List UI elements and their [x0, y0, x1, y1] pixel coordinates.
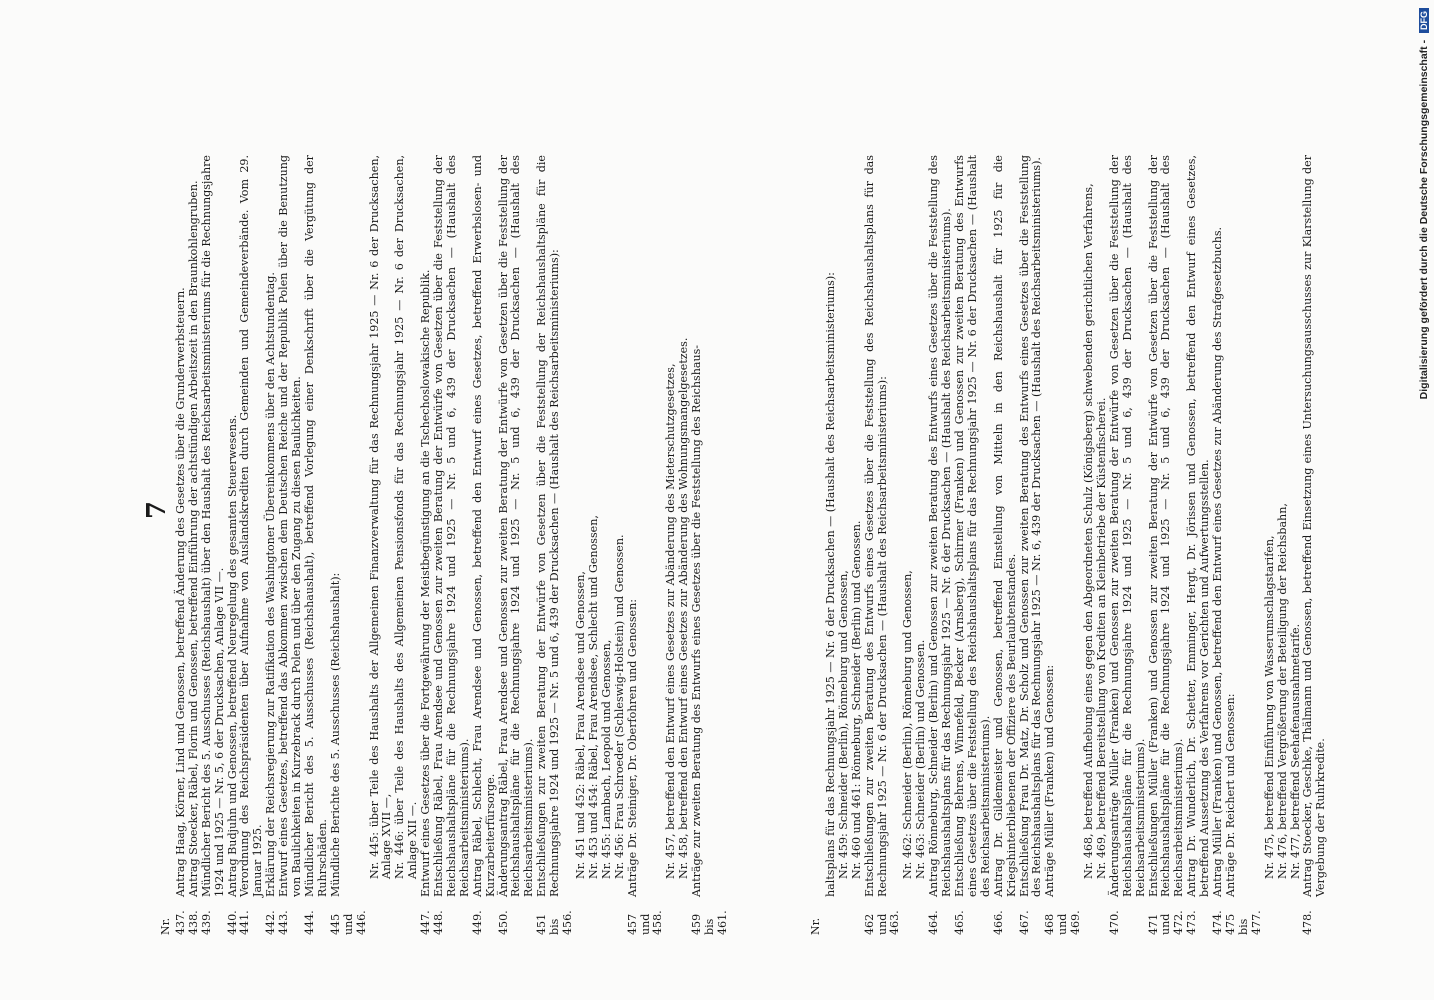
- document-entry: [1083, 155, 1096, 935]
- entry-text: Mündlicher Bericht des 5. Ausschusses (Reichshaushalt) über den Haushalt des Reichsarbeitsministeriums für die Rechnungsjahre 1924 und 1925 — Nr. 5, 6 der Drucksachen, Anlage VII —.: [199, 155, 226, 897]
- entry-text: Anträge Dr. Steiniger, Dr. Oberfohren und Genossen:: [625, 599, 639, 897]
- document-entry: [394, 155, 420, 935]
- rotated-page-body: [140, 95, 1390, 935]
- entry-text: Entwurf eines Gesetzes über die Fortgewährung der Meistbegünstigung an die Tschechoslowakische Republik.: [419, 269, 433, 897]
- entry-number: 451 bis 456.: [535, 910, 575, 935]
- document-entry: [575, 155, 588, 935]
- entry-number: 450.: [496, 910, 510, 935]
- entry-number: [851, 879, 864, 917]
- entry-text: Mündliche Berichte des 5. Ausschusses (Reichshaushalt):: [328, 572, 342, 897]
- entry-text: Nr. 468, betreffend Aufhebung eines gegen den Abgeordneten Schulz (Königsberg) schwebenden gerichtlichen Verfahrens,: [1082, 183, 1096, 879]
- document-entry: [1044, 155, 1083, 935]
- document-entry: [864, 155, 903, 935]
- document-entry: [825, 155, 838, 935]
- entry-number: 442.: [264, 910, 278, 935]
- entry-text: Antrag Stoecker, Geschke, Thälmann und Genossen, betreffend Einsetzung eines Untersuchungsausschusses zur Klarstellung der Vergebung der Ruhrkredite.: [1301, 155, 1328, 897]
- document-entry: [601, 155, 614, 935]
- document-entry: [1277, 155, 1290, 935]
- document-entry: [1096, 155, 1109, 935]
- entry-text: Entschließungen zur zweiten Beratung des Entwurfs eines Gesetzes über die Feststellung des Reichshaushaltsplans für das Rechnungsjahr 1925 — Nr. 6 der Drucksachen — (Haushalt des Reichsarbeitsministeriums):: [862, 155, 889, 897]
- entry-text: Nr. 463: Schneider (Berlin) und Genossen.: [914, 639, 928, 879]
- document-entry: [369, 155, 395, 935]
- entry-text: Nr. 445: über Teile des Haushalts der Allgemeinen Finanzverwaltung für das Rechnungsjahr 1925 — Nr. 6 der Drucksachen, Anlage XVII —,: [367, 155, 394, 879]
- entry-number: 448.: [432, 910, 446, 935]
- entry-text: Nr. 460 und 461: Rönneburg, Schneider (Berlin) und Genossen.: [849, 520, 863, 879]
- entry-text: Nr. 446: über Teile des Haushalts des Allgemeinen Pensionsfonds für das Rechnungsjahr 1925 — Nr. 6 der Drucksachen, Anlage XII —.: [393, 155, 420, 879]
- entry-number: [1096, 879, 1109, 917]
- column-header: Nr.: [809, 917, 822, 935]
- entry-number: [588, 879, 601, 917]
- entry-text: Antrag Rönneburg, Schneider (Berlin) und Genossen zur zweiten Beratung des Entwurfs eines Gesetzes über die Feststellung des Reichshaushaltsplans für das Rechnungsjahr 1925 — Nr. 6 der Drucksachen — (Haushalt des Reichsarbeitsministeriums).: [927, 155, 954, 897]
- entry-number: 445 und 446.: [328, 910, 368, 935]
- entry-number: 443.: [277, 910, 291, 935]
- document-entry: [188, 155, 201, 935]
- document-entry: [851, 155, 864, 935]
- entry-text: Nr. 456: Frau Schroeder (Schleswig-Holstein) und Genossen.: [612, 534, 626, 879]
- digitization-credit: [1418, 8, 1432, 998]
- entry-number: 441.: [238, 910, 252, 935]
- document-entry: [954, 155, 993, 935]
- entry-text: Antrag Räbel, Schlecht, Frau Arendsee und Genossen, betreffend den Entwurf eines Gesetzes, betreffend Erwerbslosen- und Kurzarbeiterfürsorge.: [470, 155, 497, 897]
- entry-number: 440.: [225, 910, 239, 935]
- entry-text: Verordnung des Reichspräsidenten über Aufnahme von Auslandskrediten durch Gemeinden und Gemeindeverbände. Vom 29. Januar 1925.: [238, 155, 265, 897]
- entry-text: Nr. 462: Schneider (Berlin), Rönneburg und Genossen,: [901, 570, 915, 879]
- entry-number: [838, 879, 851, 917]
- entry-text: Nr. 453 und 454: Räbel, Frau Arendsee, Schlecht und Genossen,: [586, 515, 600, 879]
- document-entry: [627, 155, 666, 935]
- entry-text: Nr. 476, betreffend Vergrößerung der Beteiligung der Reichsbahn,: [1275, 503, 1289, 879]
- document-entry: [1109, 155, 1148, 935]
- column-header: Nr.: [159, 917, 172, 935]
- entry-text: Entwurf eines Gesetzes, betreffend das Abkommen zwischen dem Deutschen Reiche und der Republik Polen über die Benutzung von Baulichkeiten in Kurzebrack durch Polen und über den Zugang zu diesen Baulichkeiten.: [277, 155, 304, 897]
- entry-text: Antrag Müller (Franken) und Genossen, betreffend den Entwurf eines Gesetzes zur Abänderung des Strafgesetzbuchs.: [1211, 226, 1225, 897]
- entry-text: haltsplans für das Rechnungsjahr 1925 — Nr. 6 der Drucksachen — (Haushalt des Reichsarbeitsministeriums):: [823, 272, 837, 897]
- entry-text: Nr. 457, betreffend den Entwurf eines Gesetzes zur Abänderung des Mieterschutzgesetzes,: [664, 363, 678, 879]
- document-entry: [1264, 155, 1277, 935]
- entry-text: Nr. 475, betreffend Einführung von Wasserumschlagstarifen,: [1262, 535, 1276, 879]
- entry-number: 447.: [419, 910, 433, 935]
- entry-text: Entschließungen Müller (Franken) und Genossen zur zweiten Beratung der Entwürfe von Gesetzen über die Feststellung der Reichshaushaltspläne für die Rechnungsjahre 1924 und 1925 — Nr. 5 und 6, 439 der Drucksachen — (Haushalt des Reichsarbeitsministeriums).: [1146, 155, 1186, 897]
- document-entry: [175, 155, 188, 935]
- right-column-entries: [825, 155, 1328, 935]
- entry-text: Nr. 451 und 452: Räbel, Frau Arendsee und Genossen,: [574, 571, 587, 879]
- left-column: [159, 155, 729, 935]
- entry-number: 438.: [186, 910, 200, 935]
- document-entry: [614, 155, 627, 935]
- entry-number: [1264, 879, 1277, 917]
- entry-text: Antrag Stoecker, Räbel, Florin und Genossen, betreffend Einführung der achtstündigen Arbeitszeit in den Braunkohlengruben.: [186, 180, 200, 897]
- page-number: 7: [142, 500, 172, 520]
- entry-text: Änderungsanträge Müller (Franken) und Genossen zur zweiten Beratung der Entwürfe von Gesetzen über die Feststellung der Reichshaushaltspläne für die Rechnungsjahre 1924 und 1925 — Nr. 5 und 6, 439 der Drucksachen — (Haushalt des Reichsarbeitsministeriums).: [1107, 155, 1147, 897]
- document-entry: [1302, 155, 1328, 935]
- entry-text: Nr. 477, betreffend Seehafenausnahmetarife.: [1288, 623, 1302, 879]
- document-entry: [1186, 155, 1212, 935]
- entry-text: Entschließung Behrens, Winnefeld, Becker (Arnsberg), Schirmer (Franken) und Genossen zur zweiten Beratung des Entwurfs eines Gesetzes über die Feststellung des Reichshaushaltsplans für das Rechnungsjahr 1925 — Nr. 6 der Drucksachen — (Haushalt des Reichsarbeitsministeriums).: [952, 155, 992, 897]
- document-entry: [536, 155, 575, 935]
- entry-number: [825, 897, 838, 935]
- document-entry: [304, 155, 330, 935]
- entry-number: [575, 879, 588, 917]
- entry-text: Nr. 455: Lambach, Leopold und Genossen,: [599, 639, 613, 879]
- entry-number: 478.: [1301, 910, 1315, 935]
- entry-number: 466.: [991, 910, 1005, 935]
- document-entry: [1225, 155, 1264, 935]
- entry-number: 464.: [927, 910, 941, 935]
- entry-number: [369, 879, 395, 917]
- entry-number: [665, 879, 678, 917]
- document-entry: [278, 155, 304, 935]
- document-entry: [838, 155, 851, 935]
- entry-text: Anträge zur zweiten Beratung des Entwurfs eines Gesetzes über die Feststellung des Reichshaus-: [690, 344, 704, 897]
- entry-number: 468 und 469.: [1043, 910, 1083, 935]
- document-entry: [1148, 155, 1187, 935]
- entry-text: Nr. 459: Schneider (Berlin), Rönneburg und Genossen,: [836, 570, 850, 879]
- entry-number: 462 und 463.: [862, 910, 902, 935]
- document-entry: [1019, 155, 1045, 935]
- entry-text: Antrag Dr. Wunderlich, Dr. Schetter, Emminger, Hergt, Dr. Jörissen und Genossen, betreffend den Entwurf eines Gesetzes, betreffend Aussetzung des Verfahrens vor Gerichten und Aufwertungsstellen.: [1185, 155, 1212, 897]
- entry-number: [614, 879, 627, 917]
- entry-text: Entschließungen zur zweiten Beratung der Entwürfe von Gesetzen über die Feststellung der Reichshaushaltspläne für die Rechnungsjahre 1924 und 1925 — Nr. 5 und 6, 439 der Drucksachen — (Haushalt des Reichsarbeitsministeriums):: [535, 155, 562, 897]
- document-entry: [993, 155, 1019, 935]
- entry-number: 471 und 472.: [1146, 910, 1186, 935]
- right-column: [810, 155, 1370, 935]
- document-entry: [330, 155, 369, 935]
- entry-text: Änderungsantrag Räbel, Frau Arendsee und Genossen zur zweiten Beratung der Entwürfe von Gesetzen über die Feststellung der Reichshaushaltspläne für die Rechnungsjahre 1924 und 1925 — Nr. 5 und 6, 439 der Drucksachen — (Haushalt des Reichsarbeitsministeriums).: [496, 155, 536, 897]
- entry-text: Antrag Budjuhn und Genossen, betreffend Neuregelung des gesamten Steuerwesens.: [225, 414, 239, 897]
- entry-text: Anträge Müller (Franken) und Genossen:: [1043, 664, 1057, 897]
- document-entry: [239, 155, 265, 935]
- entry-number: 444.: [302, 910, 316, 935]
- document-entry: [588, 155, 601, 935]
- entry-number: 439.: [199, 910, 213, 935]
- document-entry: [928, 155, 954, 935]
- document-entry: [433, 155, 472, 935]
- entry-number: 467.: [1017, 910, 1031, 935]
- entry-number: [1083, 879, 1096, 917]
- entry-text: Entschließung Frau Dr. Matz, Dr. Scholz und Genossen zur zweiten Beratung des Entwurfs eines Gesetzes über die Feststellung des Reichshaushaltsplans für das Rechnungsjahr 1925 — Nr. 6, 439 der Drucksachen — (Haushalt des Reichsarbeitsministeriums).: [1017, 155, 1044, 897]
- entry-text: Nr. 458, betreffend den Entwurf eines Gesetzes zur Abänderung des Wohnungsmangelgesetzes.: [677, 337, 691, 879]
- left-column-entries: [175, 155, 730, 935]
- entry-text: Mündlicher Bericht des 5. Ausschusses (Reichshaushalt), betreffend Vorlegung einer Denkschrift über die Vergütung der Ruhrschäden.: [302, 155, 329, 897]
- document-entry: [472, 155, 498, 935]
- entry-number: [902, 879, 915, 917]
- entry-number: 449.: [470, 910, 484, 935]
- entry-text: Nr. 469, betreffend Bereitstellung von Krediten an Kleinbetriebe der Küstenfischerei.: [1094, 397, 1108, 879]
- document-entry: [201, 155, 227, 935]
- entry-text: Entschließung Räbel, Frau Arendsee und Genossen zur zweiten Beratung der Entwürfe von Gesetzen über die Feststellung der Reichshaushaltspläne für die Rechnungsjahre 1924 und 1925 — Nr. 5 und 6, 439 der Drucksachen — (Haushalt des Reichsarbeitsministeriums).: [432, 155, 471, 897]
- entry-number: 474.: [1211, 910, 1225, 935]
- entry-number: [394, 879, 420, 917]
- entry-text: Erklärung der Reichsregierung zur Ratifikation des Washingtoner Übereinkommens über den Achtstundentag.: [264, 272, 278, 897]
- entry-number: 437.: [173, 910, 187, 935]
- document-entry: [691, 155, 730, 935]
- entry-text: Antrag Haag, Körner, Lind und Genossen, betreffend Änderung des Gesetzes über die Grunderwerbsteuern.: [173, 287, 187, 897]
- entry-number: 457 und 458.: [625, 910, 665, 935]
- entry-number: 473.: [1185, 910, 1199, 935]
- entry-text: Antrag Dr. Gildemeister und Genossen, betreffend Einstellung von Mitteln in den Reichshaushalt für 1925 für die Kriegshinterbliebenen der Offiziere des Beurlaubtenstandes.: [991, 155, 1018, 897]
- entry-number: 470.: [1107, 910, 1121, 935]
- entry-number: [601, 879, 614, 917]
- entry-number: 459 bis 461.: [690, 910, 729, 935]
- dfg-logo: DFG: [1419, 8, 1429, 33]
- entry-text: Anträge Dr. Reichert und Genossen:: [1224, 693, 1237, 897]
- entry-number: [1277, 879, 1290, 917]
- entry-number: 465.: [952, 910, 966, 935]
- document-entry: [498, 155, 537, 935]
- credit-text: Digitalisierung gefördert durch die Deutsche Forschungsgemeinschaft -: [1418, 39, 1430, 400]
- entry-number: 475 bis 477.: [1224, 910, 1263, 935]
